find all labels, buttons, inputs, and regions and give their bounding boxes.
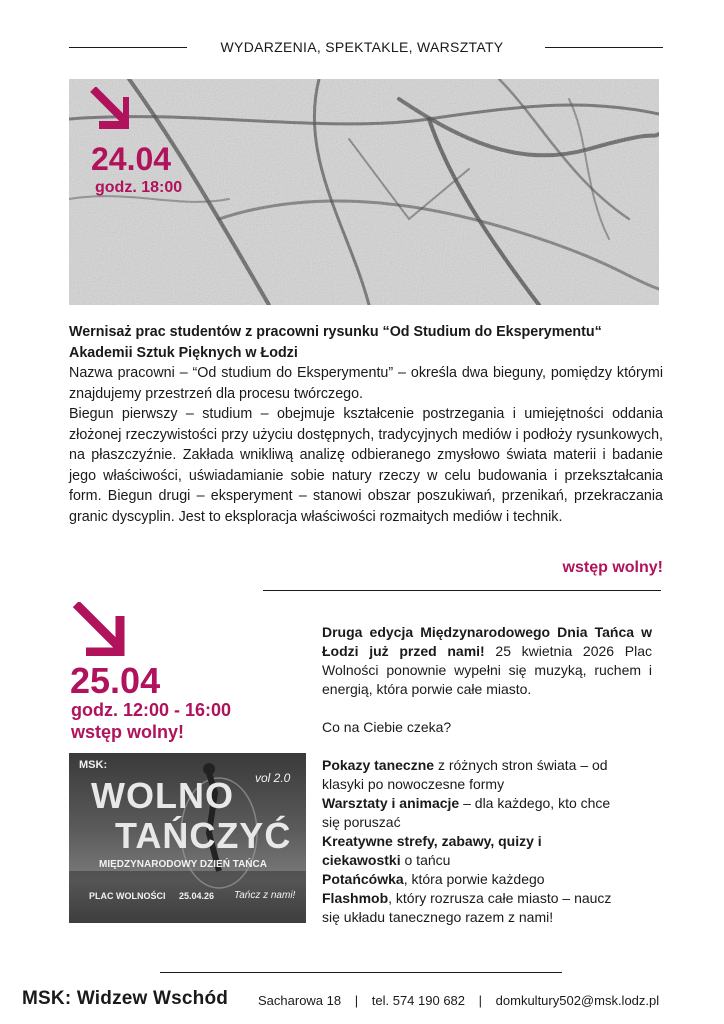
poster-slogan: Tańcz z nami!: [234, 890, 296, 901]
event2-question: Co na Ciebie czeka?: [322, 719, 452, 735]
event2-poster: [69, 753, 306, 923]
event2-intro-rest: 25 kwietnia 2026 Plac Wolności ponownie wypełni się muzyką, ruchem i energią, która porwie całe miasto.: [322, 643, 652, 697]
poster-vol: vol 2.0: [255, 771, 291, 785]
footer-phone: tel. 574 190 682: [371, 993, 466, 1008]
event2-list: [322, 756, 622, 927]
footer-contact: [258, 993, 659, 1008]
event1-description: [69, 322, 663, 527]
footer-separator: |: [478, 993, 483, 1008]
event1-title-line2: Akademii Sztuk Pięknych w Łodzi: [69, 344, 298, 361]
event2-list-item: Flashmob, który rozrusza całe miasto – naucz się układu tanecznego razem z nami!: [322, 890, 612, 925]
arrow-down-right-icon: [70, 602, 126, 656]
event2-date: 25.04: [70, 660, 161, 701]
poster-brand: MSK:: [79, 759, 108, 771]
event2-intro: [322, 623, 652, 699]
event2-time: godz. 12:00 - 16:00: [71, 700, 232, 720]
header-rule-right: [545, 47, 663, 48]
event2-list-item: Kreatywne strefy, zabawy, quizy i ciekawostki o tańcu: [322, 833, 542, 868]
event2-list-item: Warsztaty i animacje – dla każdego, kto chce się poruszać: [322, 795, 611, 830]
event2-list-item: Potańcówka, która porwie każdego: [322, 871, 545, 887]
poster-date: 25.04.26: [179, 891, 215, 901]
section-title: WYDARZENIA, SPEKTAKLE, WARSZTATY: [220, 39, 504, 55]
event2-intro-bold: Druga edycja Międzynarodowego Dnia Tańca w Łodzi już przed nami!: [322, 624, 652, 659]
arrow-down-right-icon: [87, 87, 129, 129]
event2-description: [322, 623, 652, 699]
event1-title-line1: Wernisaż prac studentów z pracowni rysunku “Od Studium do Eksperymentu“: [69, 324, 602, 340]
footer-email-link[interactable]: domkultury502@msk.lodz.pl: [495, 993, 660, 1008]
poster-subtitle: MIĘDZYNARODOWY DZIEŃ TAŃCA: [99, 859, 267, 870]
poster-title-line2: TAŃCZYĆ: [115, 815, 292, 856]
event1-entry-free: wstęp wolny!: [562, 559, 663, 576]
event1-paragraph1: Nazwa pracowni – “Od studium do Eksperymentu” – określa dwa bieguny, pomiędzy którymi znajdujemy przestrzeń dla procesu twórczego.: [69, 365, 663, 402]
event1-artwork-photo: [69, 79, 659, 305]
event2-entry-free: wstęp wolny!: [71, 722, 185, 742]
event1-paragraph2: Biegun pierwszy – studium – obejmuje kształcenie postrzegania i umiejętności oddania złożonej rzeczywistości przy użyciu dostępnych, tradycyjnych mediów i podłoży rysunkowych, na płaszczyźnie. Zakłada wnikliwą analizę odbieranego zmysłowo świata materii i badanie jego właściwości, uświadamianie sobie natury rzeczy w celu budowania i przekształcania form. Biegun drugi – eksperyment – stanowi obszar poszukiwań, przenikań, przekraczania granic dyscyplin. Jest to eksploracja właściwości rozmaitych mediów i technik.: [69, 406, 663, 525]
footer-brand: MSK: Widzew Wschód: [22, 988, 229, 1009]
footer-rule: [160, 972, 562, 973]
event1-time: godz. 18:00: [95, 179, 183, 196]
section-divider: [263, 590, 661, 591]
poster-place: PLAC WOLNOŚCI: [89, 891, 166, 901]
poster-title-line1: WOLNO: [91, 775, 234, 816]
event1-date: 24.04: [91, 141, 172, 177]
event2-list-item: Pokazy taneczne z różnych stron świata – od klasyki po nowoczesne formy: [322, 757, 608, 792]
footer-separator: |: [354, 993, 359, 1008]
footer-address: Sacharowa 18: [258, 993, 342, 1008]
